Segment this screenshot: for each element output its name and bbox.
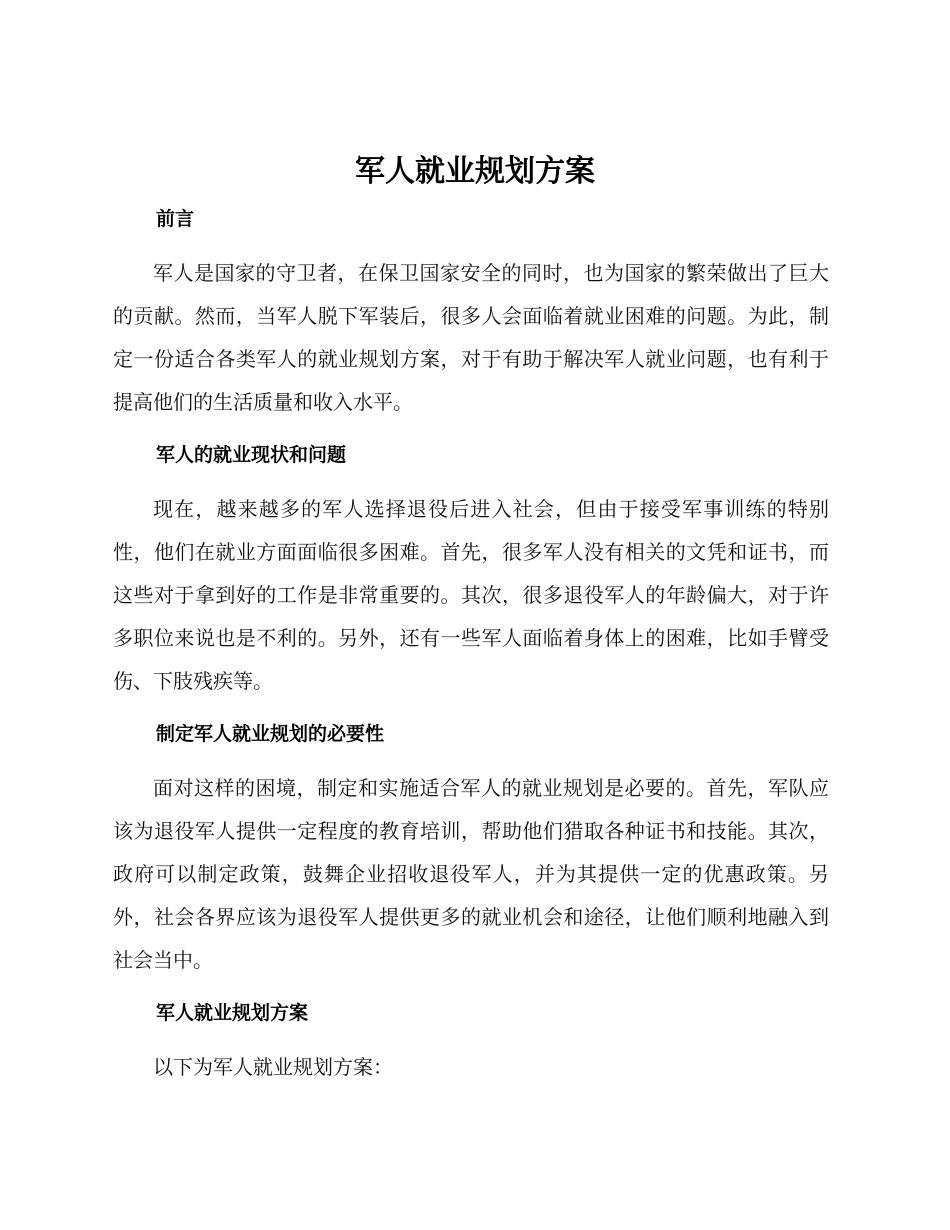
section-heading-necessity: 制定军人就业规划的必要性 bbox=[156, 723, 385, 745]
section-heading-plan: 军人就业规划方案 bbox=[156, 1002, 309, 1024]
section-paragraph-necessity: 面对这样的困境，制定和实施适合军人的就业规划是必要的。首先，军队应该为退役军人提供一定程度的教育培训，帮助他们猎取各种证书和技能。其次，政府可以制定政策，鼓舞企业招收退役军人，并为其提供一定的优惠政策。另外，社会各界应该为退役军人提供更多的就业机会和途径，让他们顺利地融入到社会当中。 bbox=[113, 776, 829, 972]
section-paragraph-plan: 以下为军人就业规划方案： bbox=[153, 1055, 393, 1079]
section-paragraph-status: 现在，越来越多的军人选择退役后进入社会，但由于接受军事训练的特别性，他们在就业方面面临很多困难。首先，很多军人没有相关的文凭和证书，而这些对于拿到好的工作是非常重要的。其次，很多退役军人的年龄偏大，对于许多职位来说也是不利的。另外，还有一些军人面临着身体上的困难，比如手臂受伤、下肢残疾等。 bbox=[113, 497, 829, 693]
section-heading-preface: 前言 bbox=[156, 208, 195, 230]
section-paragraph-preface: 军人是国家的守卫者，在保卫国家安全的同时，也为国家的繁荣做出了巨大的贡献。然而，当军人脱下军装后，很多人会面临着就业困难的问题。为此，制定一份适合各类军人的就业规划方案，对于有助于解决军人就业问题，也有利于提高他们的生活质量和收入水平。 bbox=[113, 261, 829, 414]
section-heading-status: 军人的就业现状和问题 bbox=[156, 444, 347, 466]
document-title: 军人就业规划方案 bbox=[355, 154, 595, 189]
